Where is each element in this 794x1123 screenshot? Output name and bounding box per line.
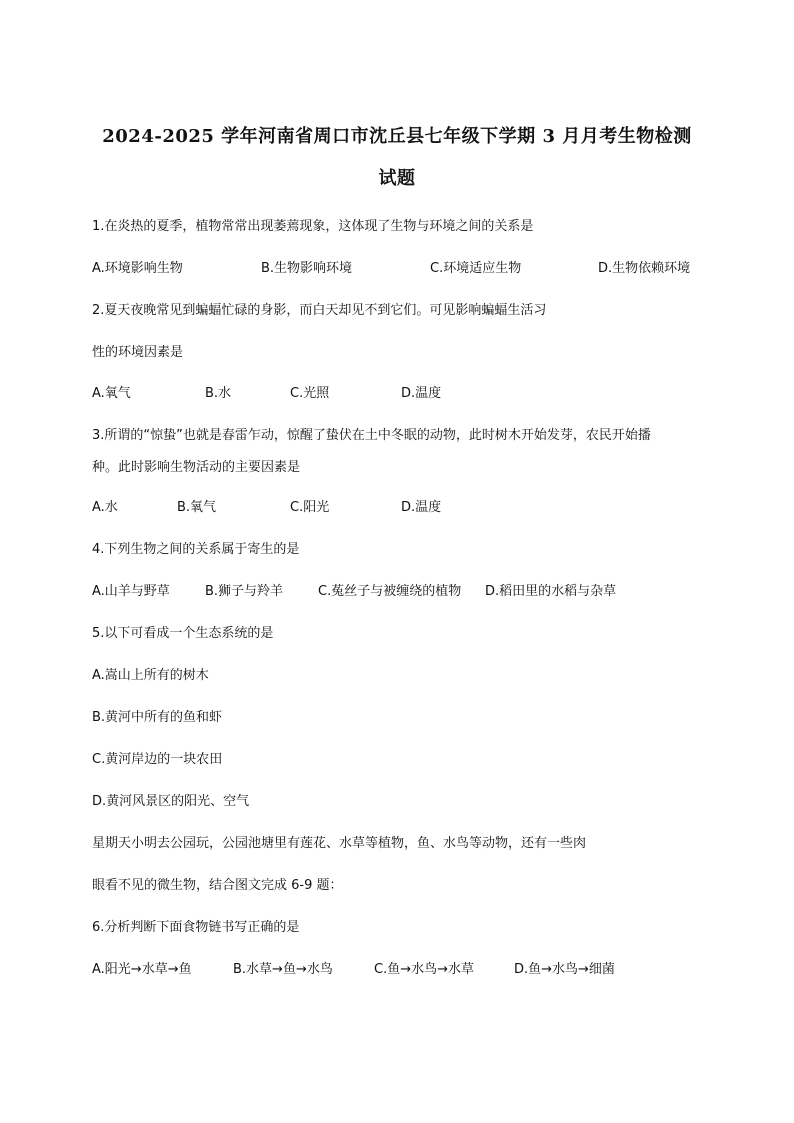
q3-option-b: B.氧气 (177, 500, 217, 515)
intro-line-2: 眼看不见的微生物，结合图文完成 6-9 题： (92, 878, 343, 893)
question-3-stem-line-1: 3.所谓的“惊蛰”也就是春雷乍动，惊醒了蛰伏在土中冬眠的动物，此时树木开始发芽，农民开始播 (92, 428, 651, 443)
title-line-2: 试题 (378, 168, 416, 189)
q4-option-c: C.菟丝子与被缠绕的植物 (318, 584, 462, 599)
q3-option-d: D.温度 (401, 500, 442, 515)
q2-option-a: A.氧气 (92, 386, 131, 401)
q4-option-a: A.山羊与野草 (92, 584, 170, 599)
question-5-stem: 5.以下可看成一个生态系统的是 (92, 626, 274, 641)
q3-option-c: C.阳光 (290, 500, 330, 515)
q6-option-b: B.水草→鱼→水鸟 (233, 962, 333, 977)
q2-option-b: B.水 (205, 386, 232, 401)
title-line-1: 2024-2025 学年河南省周口市沈丘县七年级下学期 3 月月考生物检测 (102, 126, 692, 147)
question-1-stem: 1.在炎热的夏季，植物常常出现萎蔫现象，这体现了生物与环境之间的关系是 (92, 219, 534, 234)
q1-option-c: C.环境适应生物 (430, 261, 522, 276)
question-3-stem-line-2: 种。此时影响生物活动的主要因素是 (92, 460, 301, 475)
q5-option-b: B.黄河中所有的鱼和虾 (92, 710, 223, 725)
q5-option-d: D.黄河风景区的阳光、空气 (92, 794, 250, 809)
q2-option-c: C.光照 (290, 386, 330, 401)
q1-option-b: B.生物影响环境 (261, 261, 353, 276)
question-6-stem: 6.分析判断下面食物链书写正确的是 (92, 920, 300, 935)
intro-line-1: 星期天小明去公园玩，公园池塘里有莲花、水草等植物，鱼、水鸟等动物，还有一些肉 (92, 836, 587, 851)
q6-option-c: C.鱼→水鸟→水草 (374, 962, 474, 977)
q1-option-a: A.环境影响生物 (92, 261, 183, 276)
q3-option-a: A.水 (92, 500, 118, 515)
q6-option-d: D.鱼→水鸟→细菌 (514, 962, 615, 977)
q6-option-a: A.阳光→水草→鱼 (92, 962, 192, 977)
question-4-stem: 4.下列生物之间的关系属于寄生的是 (92, 542, 300, 557)
q4-option-d: D.稻田里的水稻与杂草 (485, 584, 617, 599)
question-2-stem-line-1: 2.夏天夜晚常见到蝙蝠忙碌的身影，而白天却见不到它们。可见影响蝙蝠生活习 (92, 303, 547, 318)
q4-option-b: B.狮子与羚羊 (205, 584, 284, 599)
question-2-stem-line-2: 性的环境因素是 (92, 345, 184, 360)
q2-option-d: D.温度 (401, 386, 442, 401)
q5-option-a: A.嵩山上所有的树木 (92, 668, 209, 683)
q1-option-d: D.生物依赖环境 (598, 261, 691, 276)
q5-option-c: C.黄河岸边的一块农田 (92, 752, 223, 767)
